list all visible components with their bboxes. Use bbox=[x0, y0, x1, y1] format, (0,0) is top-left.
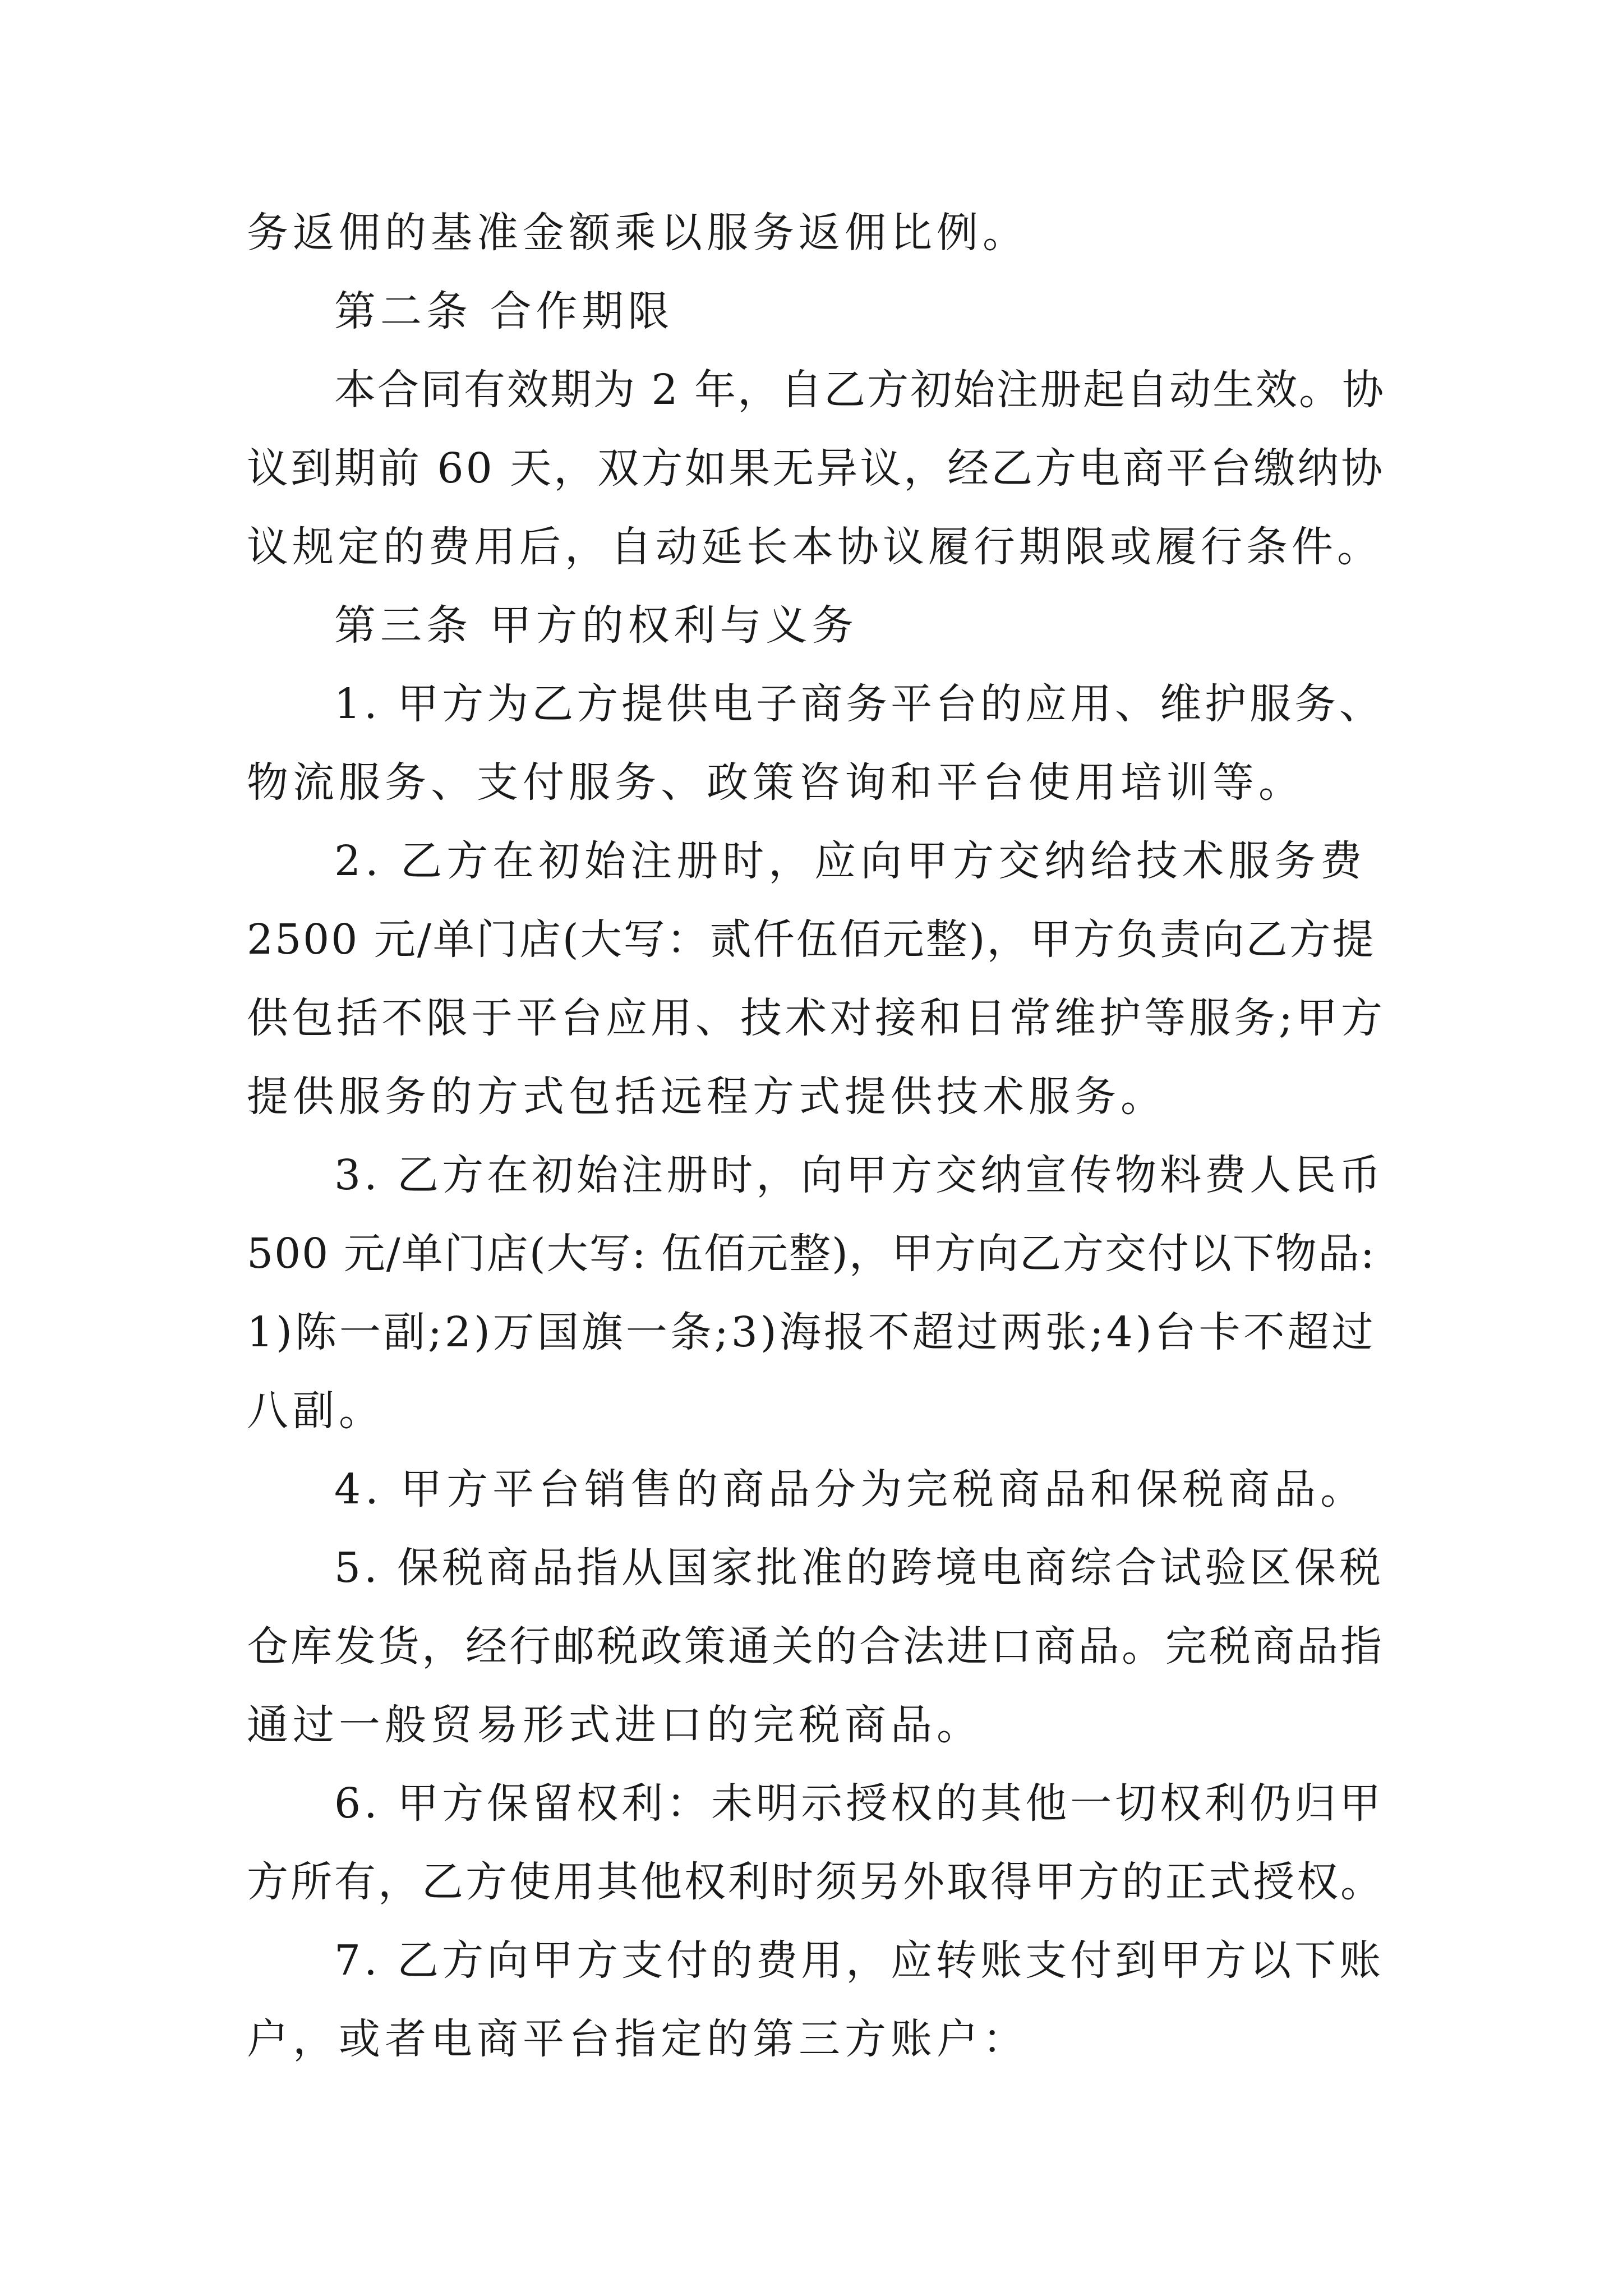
text-line: 500 元/单门店(大写: 伍佰元整)，甲方向乙方交付以下物品: bbox=[247, 1230, 1376, 1278]
text-line: 议规定的费用后，自动延长本协议履行期限或履行条件。 bbox=[247, 523, 1382, 571]
text-line: 6. 甲方保留权利：未明示授权的其他一切权利仍归甲 bbox=[334, 1779, 1385, 1828]
text-line: 户，或者电商平台指定的第三方账户： bbox=[247, 2015, 1029, 2063]
text-line: 本合同有效期为 2 年，自乙方初始注册起自动生效。协 bbox=[334, 366, 1386, 414]
text-line: 3. 乙方在初始注册时，向甲方交纳宣传物料费人民币 bbox=[334, 1151, 1385, 1199]
text-line: 方所有，乙方使用其他权利时须另外取得甲方的正式授权。 bbox=[247, 1858, 1384, 1906]
text-line: 2500 元/单门店(大写：贰仟伍佰元整)，甲方负责向乙方提 bbox=[247, 915, 1376, 964]
contract-text bbox=[247, 194, 1389, 2078]
text-line: 物流服务、支付服务、政策咨询和平台使用培训等。 bbox=[247, 758, 1304, 807]
text-line: 1. 甲方为乙方提供电子商务平台的应用、维护服务、 bbox=[334, 680, 1385, 728]
text-line: 供包括不限于平台应用、技术对接和日常维护等服务;甲方 bbox=[247, 994, 1386, 1042]
text-line: 务返佣的基准金额乘以服务返佣比例。 bbox=[247, 209, 1029, 257]
section-heading: 第二条 合作期限 bbox=[334, 287, 674, 335]
text-line: 议到期前 60 天，双方如果无异议，经乙方电商平台缴纳协 bbox=[247, 444, 1385, 493]
text-line: 仓库发货，经行邮税政策通关的合法进口商品。完税商品指 bbox=[247, 1622, 1384, 1671]
text-line: 提供服务的方式包括远程方式提供技术服务。 bbox=[247, 1073, 1166, 1121]
text-line: 1)陈一副;2)万国旗一条;3)海报不超过两张;4)台卡不超过 bbox=[247, 1308, 1376, 1356]
text-line: 5. 保税商品指从国家批准的跨境电商综合试验区保税 bbox=[334, 1544, 1385, 1592]
section-heading: 第三条 甲方的权利与义务 bbox=[334, 601, 858, 650]
text-line: 八副。 bbox=[247, 1387, 385, 1435]
text-line: 通过一般贸易形式进口的完税商品。 bbox=[247, 1701, 983, 1749]
text-line: 2. 乙方在初始注册时，应向甲方交纳给技术服务费 bbox=[334, 837, 1367, 885]
text-line: 7. 乙方向甲方支付的费用，应转账支付到甲方以下账 bbox=[334, 1936, 1385, 1985]
text-line: 4. 甲方平台销售的商品分为完税商品和保税商品。 bbox=[334, 1465, 1367, 1513]
